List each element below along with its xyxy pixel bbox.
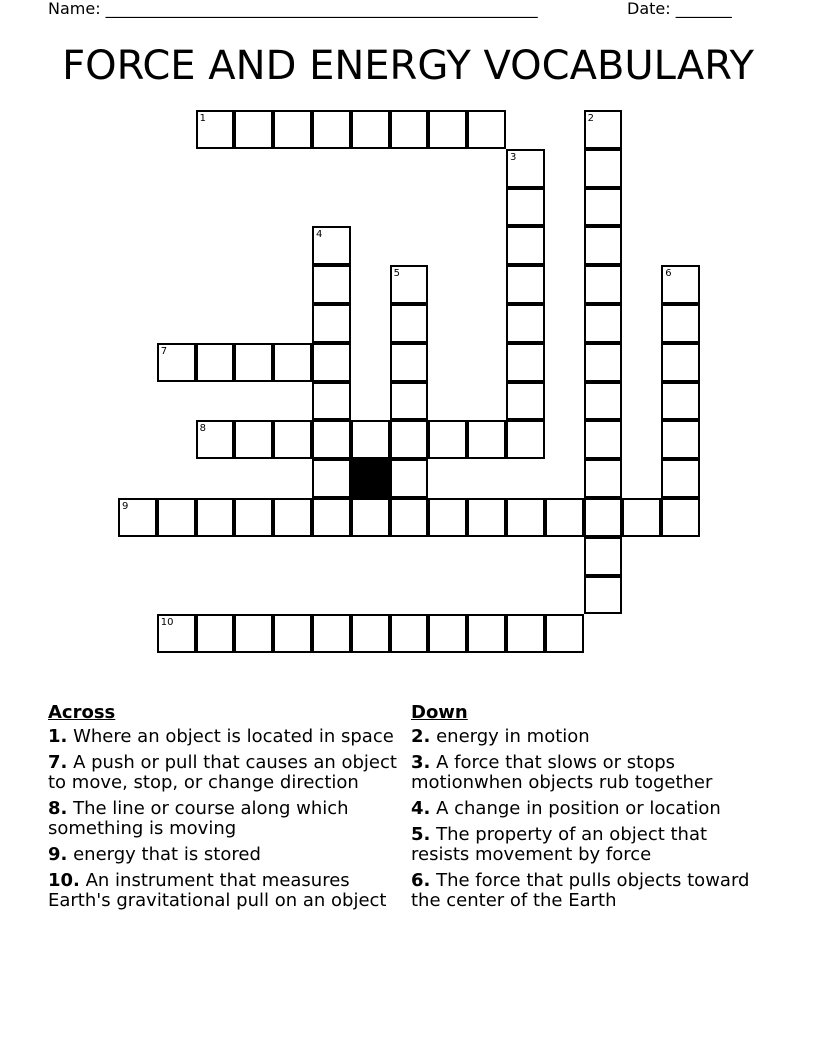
grid-cell[interactable] (390, 343, 429, 382)
down-clue (411, 825, 761, 865)
grid-cell[interactable] (234, 110, 273, 149)
clue-number: 5 (393, 268, 400, 280)
clue-text: energy in motion (430, 726, 590, 747)
grid-cell[interactable] (390, 459, 429, 498)
grid-cell[interactable] (584, 382, 623, 421)
grid-cell[interactable] (234, 420, 273, 459)
grid-cell[interactable] (312, 614, 351, 653)
grid-cell[interactable] (506, 343, 545, 382)
clue-number-label: 3. (411, 752, 431, 773)
grid-cell[interactable] (661, 420, 700, 459)
grid-cell[interactable] (312, 498, 351, 537)
grid-cell[interactable] (506, 265, 545, 304)
clue-number: 8 (199, 423, 206, 435)
grid-cell[interactable] (312, 459, 351, 498)
clue-number: 1 (199, 113, 206, 124)
across-clue (48, 753, 403, 793)
grid-cell[interactable] (234, 343, 273, 382)
down-clue (411, 753, 761, 793)
grid-cell[interactable] (467, 420, 506, 459)
grid-cell[interactable] (312, 110, 351, 149)
grid-cell[interactable] (661, 265, 700, 304)
down-heading: Down (411, 702, 468, 723)
grid-cell[interactable] (661, 343, 700, 382)
down-clue (411, 727, 761, 747)
grid-cell[interactable] (506, 614, 545, 653)
grid-cell[interactable] (351, 110, 390, 149)
clue-text: An instrument that measures Earth's gravitational pull on an object (48, 870, 387, 911)
grid-cell[interactable] (312, 420, 351, 459)
clue-text: A push or pull that causes an object to move, stop, or change direction (48, 752, 397, 793)
clue-number: 2 (587, 113, 594, 124)
across-clue (48, 845, 403, 865)
grid-cell[interactable] (661, 498, 700, 537)
clue-number-label: 1. (48, 726, 68, 747)
grid-cell[interactable] (390, 304, 429, 343)
grid-cell[interactable] (428, 498, 467, 537)
grid-cell[interactable] (157, 614, 196, 653)
grid-cell[interactable] (428, 614, 467, 653)
grid-cell[interactable] (273, 110, 312, 149)
grid-cell[interactable] (273, 420, 312, 459)
grid-cell[interactable] (584, 188, 623, 227)
grid-cell[interactable] (196, 343, 235, 382)
grid-cell[interactable] (584, 459, 623, 498)
grid-cell[interactable] (506, 226, 545, 265)
across-clue (48, 727, 403, 747)
clue-number-label: 9. (48, 844, 68, 865)
clue-text: A change in position or location (430, 798, 721, 819)
grid-cell[interactable] (584, 110, 623, 149)
down-clues (411, 702, 761, 917)
grid-cell[interactable] (584, 343, 623, 382)
grid-cell[interactable] (584, 304, 623, 343)
down-clue (411, 799, 761, 819)
grid-cell[interactable] (506, 382, 545, 421)
grid-cell[interactable] (661, 459, 700, 498)
clue-text: Where an object is located in space (67, 726, 394, 747)
grid-cell[interactable] (312, 226, 351, 265)
grid-cell[interactable] (506, 304, 545, 343)
clue-number: 3 (510, 151, 517, 163)
grid-cell[interactable] (428, 420, 467, 459)
grid-cell[interactable] (234, 498, 273, 537)
grid-cell[interactable] (506, 420, 545, 459)
grid-cell[interactable] (196, 614, 235, 653)
grid-cell[interactable] (390, 614, 429, 653)
across-clue-list (48, 727, 403, 911)
grid-cell[interactable] (584, 537, 623, 576)
grid-cell[interactable] (390, 498, 429, 537)
clue-number-label: 4. (411, 798, 431, 819)
grid-cell[interactable] (273, 614, 312, 653)
grid-cell[interactable] (390, 420, 429, 459)
grid-cell[interactable] (467, 614, 506, 653)
clue-text: The force that pulls objects toward the center of the Earth (411, 870, 750, 911)
grid-cell[interactable] (584, 226, 623, 265)
grid-cell[interactable] (312, 265, 351, 304)
grid-cell[interactable] (196, 498, 235, 537)
page-title: FORCE AND ENERGY VOCABULARY (62, 43, 754, 89)
clue-text: energy that is stored (67, 844, 261, 865)
grid-cell[interactable] (351, 420, 390, 459)
grid-cell[interactable] (351, 498, 390, 537)
clue-text: The line or course along which something is moving (48, 798, 349, 839)
clue-text: The property of an object that resists movement by force (411, 824, 708, 865)
grid-cell[interactable] (390, 382, 429, 421)
grid-cell[interactable] (467, 110, 506, 149)
grid-cell[interactable] (584, 149, 623, 188)
across-heading: Across (48, 702, 116, 723)
grid-block (351, 459, 390, 498)
grid-cell[interactable] (467, 498, 506, 537)
across-clues (48, 702, 403, 917)
grid-cell[interactable] (661, 304, 700, 343)
grid-cell[interactable] (390, 265, 429, 304)
grid-cell[interactable] (312, 382, 351, 421)
grid-cell[interactable] (428, 110, 467, 149)
grid-cell[interactable] (157, 498, 196, 537)
grid-cell[interactable] (196, 110, 235, 149)
grid-cell[interactable] (312, 304, 351, 343)
grid-cell[interactable] (584, 265, 623, 304)
grid-cell[interactable] (506, 188, 545, 227)
grid-cell[interactable] (312, 343, 351, 382)
clue-text: A force that slows or stops motionwhen objects rub together (411, 752, 713, 793)
grid-cell[interactable] (351, 614, 390, 653)
across-clue (48, 871, 403, 911)
grid-cell[interactable] (234, 614, 273, 653)
grid-cell[interactable] (273, 343, 312, 382)
clue-number: 10 (160, 617, 174, 629)
clue-number: 7 (160, 345, 168, 357)
grid-cell[interactable] (506, 149, 545, 188)
grid-cell[interactable] (118, 498, 157, 537)
across-clue (48, 799, 403, 839)
clue-number-label: 7. (48, 752, 68, 773)
grid-cell[interactable] (157, 343, 196, 382)
clue-number-label: 2. (411, 726, 431, 747)
grid-cell[interactable] (661, 382, 700, 421)
grid-cell[interactable] (622, 498, 661, 537)
grid-cell[interactable] (273, 498, 312, 537)
clue-number-label: 6. (411, 870, 431, 891)
grid-cell[interactable] (545, 614, 584, 653)
grid-cell[interactable] (390, 110, 429, 149)
name-field-label: Name: ______________________________________________________ (48, 0, 538, 18)
grid-cell[interactable] (506, 498, 545, 537)
down-clue (411, 871, 761, 911)
grid-cell[interactable] (196, 420, 235, 459)
date-field-label: Date: _______ (627, 0, 732, 18)
down-clue-list (411, 727, 761, 911)
clue-number: 6 (665, 268, 672, 280)
grid-cell[interactable] (584, 498, 623, 537)
grid-cell[interactable] (584, 576, 623, 615)
grid-cell[interactable] (545, 498, 584, 537)
clue-number: 9 (122, 501, 129, 512)
clue-number: 4 (316, 229, 323, 241)
clue-number-label: 5. (411, 824, 431, 845)
grid-cell[interactable] (584, 420, 623, 459)
clue-number-label: 10. (48, 870, 80, 891)
clue-number-label: 8. (48, 798, 68, 819)
